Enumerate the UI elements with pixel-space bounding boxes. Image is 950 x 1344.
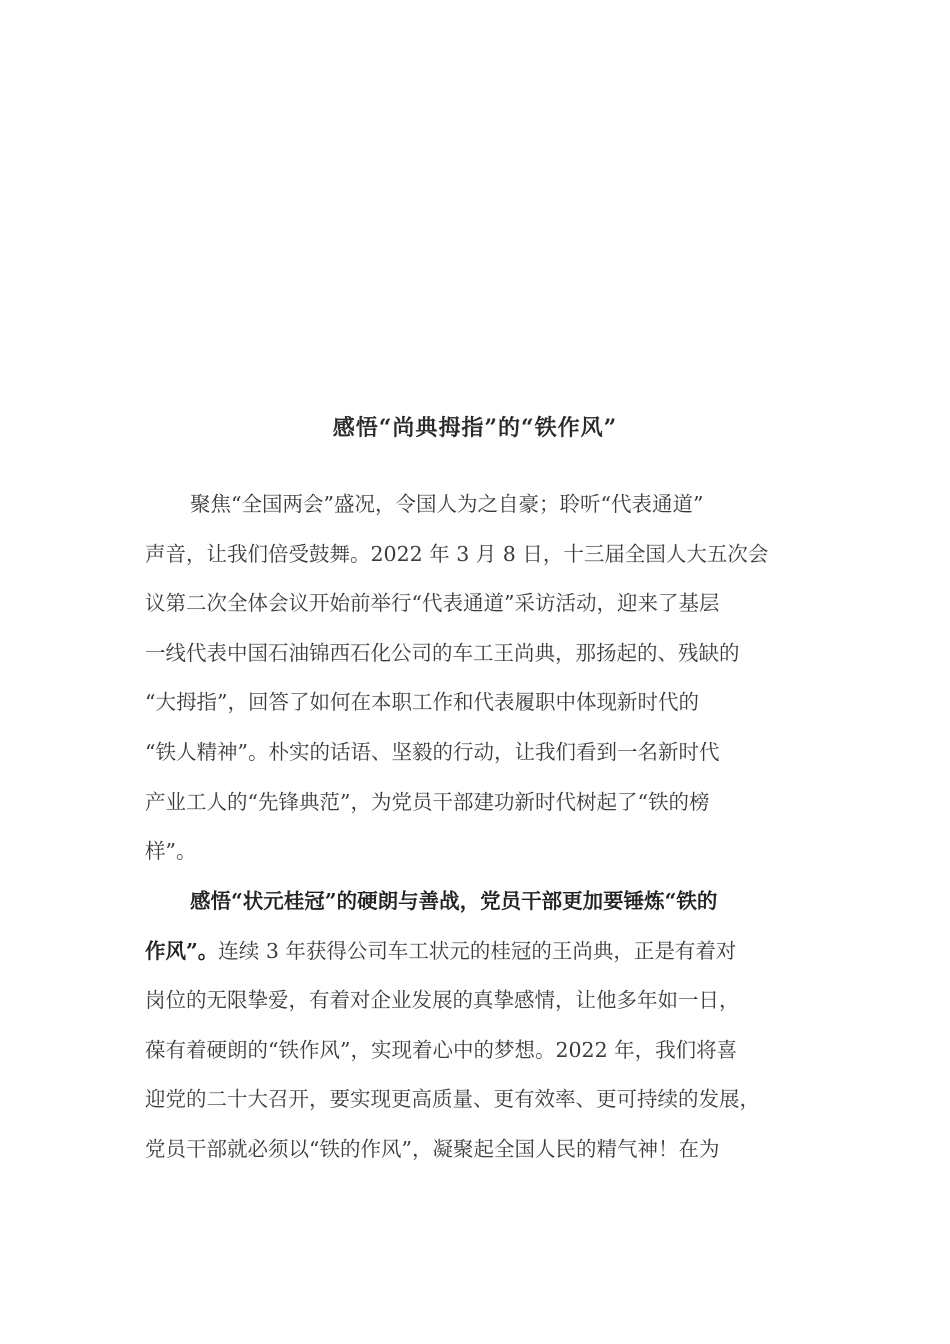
paragraph-1-line: 一线代表中国石油锦西石化公司的车工王尚典，那扬起的、残缺的 bbox=[145, 640, 740, 665]
paragraph-1-line: 议第二次全体会议开始前举行“代表通道”采访活动，迎来了基层 bbox=[145, 591, 720, 616]
paragraph-1-line: 声音，让我们倍受鼓舞。2022 年 3 月 8 日，十三届全国人大五次会 bbox=[145, 541, 769, 566]
paragraph-2-heading-end: 作风”。 bbox=[145, 938, 219, 963]
paragraph-1-line: 聚焦“全国两会”盛况，令国人为之自豪；聆听“代表通道” bbox=[190, 492, 704, 516]
paragraph-1-line: “大拇指”，回答了如何在本职工作和代表履职中体现新时代的 bbox=[145, 690, 699, 715]
paragraph-2-line: 岗位的无限挚爱，有着对企业发展的真挚感情，让他多年如一日， bbox=[145, 988, 740, 1013]
paragraph-2-heading-line: 感悟“状元桂冠”的硬朗与善战，党员干部更加要锤炼“铁的 bbox=[190, 889, 718, 913]
paragraph-2-line: 迎党的二十大召开，要实现更高质量、更有效率、更可持续的发展， bbox=[145, 1087, 760, 1112]
paragraph-2-line: 党员干部就必须以“铁的作风”，凝聚起全国人民的精气神！在为 bbox=[145, 1136, 720, 1161]
paragraph-1-line: 样”。 bbox=[145, 839, 197, 864]
document-title: 感悟“尚典拇指”的“铁作风” bbox=[332, 415, 618, 441]
paragraph-1-line: “铁人精神”。朴实的话语、坚毅的行动，让我们看到一名新时代 bbox=[145, 739, 720, 764]
paragraph-2-text: 连续 3 年获得公司车工状元的桂冠的王尚典，正是有着对 bbox=[218, 938, 737, 963]
paragraph-2-line: 葆有着硬朗的“铁作风”，实现着心中的梦想。2022 年，我们将喜 bbox=[145, 1037, 738, 1062]
paragraph-2 bbox=[145, 877, 805, 1175]
paragraph-1-line: 产业工人的“先锋典范”，为党员干部建功新时代树起了“铁的榜 bbox=[145, 789, 710, 814]
paragraph-1 bbox=[145, 480, 805, 877]
paragraph-2-line bbox=[145, 927, 805, 977]
